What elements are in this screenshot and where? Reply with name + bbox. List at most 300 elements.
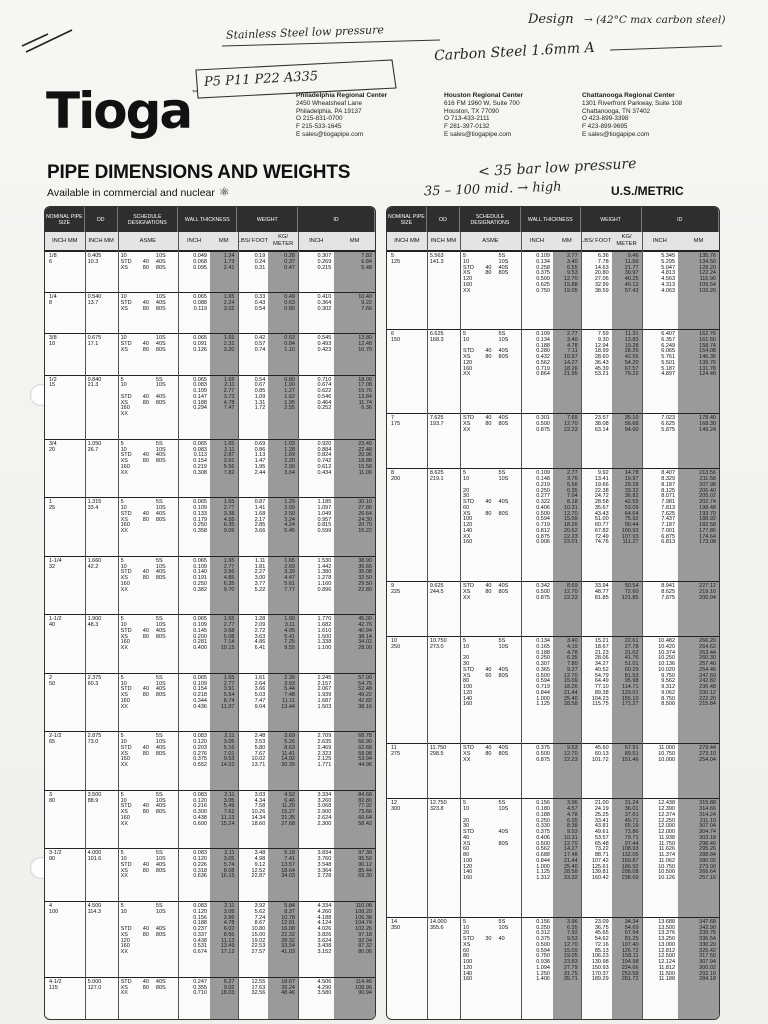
- cell-idm: 342.90: [699, 924, 716, 931]
- cell-s3: 80S: [155, 692, 166, 699]
- table-subheader: [387, 232, 719, 251]
- cell-s1: 5: [120, 557, 124, 564]
- cell-wm: 3.91: [223, 686, 235, 693]
- cell-s1: STD: [120, 452, 132, 459]
- cell-s1: 10: [463, 476, 470, 483]
- cell-s1: 120: [463, 964, 473, 971]
- cell-s2: [485, 876, 496, 882]
- cell-idi: 4.124: [317, 920, 332, 927]
- cell-wi: 0.083: [193, 850, 207, 857]
- cell-kg: 15.27: [281, 809, 295, 816]
- cell-idi: 1.100: [317, 645, 332, 652]
- cell-wm: 2.11: [224, 733, 235, 740]
- cell-idm: 168.30: [699, 420, 716, 427]
- cell-wi: 0.875: [536, 426, 550, 433]
- cell-wi: 0.438: [193, 814, 207, 821]
- cell-s1: 30: [463, 823, 470, 830]
- cell-lbs: 1.31: [254, 399, 266, 406]
- col-s2: [484, 252, 496, 330]
- cell-lbs: 14.34: [251, 814, 266, 821]
- cell-lbs: 77.10: [594, 684, 609, 691]
- col-od: [427, 414, 460, 469]
- col-wm: [553, 252, 581, 330]
- cell-idi: 2.728: [317, 873, 332, 880]
- cell-nps: 20: [49, 446, 56, 453]
- cell-idm: 109.54: [699, 281, 716, 288]
- cell-s1: 80: [463, 953, 470, 960]
- cell-s1: 30: [463, 661, 470, 668]
- cell-idi: 11.750: [658, 840, 676, 847]
- subheader-inch_mm: INCH MM: [88, 237, 114, 244]
- cell-idi: 6.625: [661, 420, 676, 427]
- col-idi: [298, 791, 334, 849]
- cell-s1: 100: [463, 959, 473, 966]
- col-s2: [484, 414, 496, 469]
- col-wi: [178, 674, 210, 732]
- cell-lbs: 150.93: [591, 964, 609, 971]
- cell-idi: 4.290: [317, 984, 332, 991]
- cell-wm: 31.75: [563, 970, 578, 977]
- cell-idi: 1.771: [317, 762, 332, 769]
- cell-wi: 0.500: [536, 276, 550, 282]
- cell-s2: 40: [142, 258, 149, 265]
- cell-idm: 44.96: [358, 762, 372, 769]
- col-od: [427, 469, 460, 582]
- cell-s2: 40: [142, 510, 149, 517]
- cell-s2: 40: [142, 861, 149, 868]
- cell-idm: 303.18: [699, 834, 716, 841]
- cell-wm: 3.40: [566, 336, 578, 343]
- cell-wm: 5.08: [223, 633, 235, 640]
- cell-kg: 72.60: [624, 588, 639, 595]
- pipe-size-group: [45, 614, 375, 673]
- cell-wm: 3.68: [223, 627, 235, 634]
- col-s1: [460, 582, 484, 637]
- cell-wi: 0.147: [193, 393, 207, 400]
- cell-wi: 0.500: [536, 941, 550, 948]
- cell-lbs: 14.63: [594, 264, 609, 271]
- cell-s3: 10S: [155, 335, 166, 342]
- cell-idm: 6.84: [361, 258, 372, 265]
- cell-wm: 9.09: [223, 528, 235, 535]
- col-lbs: [238, 293, 269, 334]
- cell-wi: 0.844: [536, 857, 550, 864]
- cell-od: 244.5: [429, 588, 444, 595]
- cell-wm: 15.24: [220, 820, 235, 827]
- cell-kg: 89.51: [624, 750, 639, 757]
- cell-idi: 7.001: [661, 527, 676, 534]
- cell-kg: 13.44: [281, 703, 295, 710]
- pipe-size-group: [45, 251, 375, 293]
- cell-s3: 80S: [498, 354, 509, 361]
- cell-s3: 80S: [155, 931, 166, 938]
- col-lbs: [238, 732, 269, 790]
- cell-s1: 160: [463, 281, 473, 288]
- cell-idm: 66.90: [358, 739, 372, 746]
- cell-od: 0.540: [87, 294, 102, 301]
- cell-wi: 1.406: [536, 976, 550, 983]
- col-od: [85, 376, 118, 440]
- subheader-mm: MM: [349, 237, 360, 244]
- cell-wm: 2.41: [223, 264, 235, 271]
- cell-lbs: 81.85: [594, 594, 609, 601]
- cell-wm: 14.27: [563, 359, 578, 366]
- cell-lbs: 5.22: [254, 586, 266, 593]
- cell-lbs: 115.75: [592, 701, 609, 708]
- cell-kg: 1.10: [284, 346, 295, 353]
- cell-s3: 5S: [155, 733, 163, 740]
- cell-lbs: 189.29: [591, 976, 609, 983]
- cell-kg: 20.39: [281, 762, 295, 769]
- cell-s3: 80S: [155, 750, 166, 757]
- cell-wm: 11.07: [221, 703, 235, 710]
- cell-wi: 0.938: [536, 959, 550, 966]
- cell-kg: 208.08: [621, 869, 639, 876]
- cell-s1: STD: [120, 341, 132, 348]
- cell-idm: 82.80: [358, 797, 372, 804]
- cell-wi: 0.365: [536, 666, 550, 673]
- cell-kg: 67.57: [624, 365, 639, 372]
- cell-idi: 0.252: [317, 405, 332, 412]
- cell-s3: 10S: [155, 563, 166, 570]
- pipe-size-group: [387, 468, 719, 582]
- cell-s1: 5: [120, 674, 124, 681]
- cell-s1: STD: [463, 745, 475, 752]
- cell-lbs: 0.57: [254, 341, 266, 348]
- cell-s1: XS: [120, 346, 128, 353]
- col-wm: [553, 744, 581, 799]
- cell-wm: 5.56: [566, 481, 578, 488]
- cell-lbs: 21.00: [594, 800, 609, 807]
- cell-s3: 80S: [155, 516, 166, 523]
- cell-idm: 264.62: [699, 643, 716, 650]
- cell-wi: 0.500: [536, 750, 550, 757]
- cell-wi: 0.200: [193, 633, 207, 640]
- cell-idi: 6.813: [661, 539, 676, 546]
- cell-idm: 222.20: [699, 695, 716, 702]
- column-rule: [238, 232, 239, 1019]
- cell-lbs: 88.71: [594, 852, 609, 859]
- col-kg: [268, 334, 298, 375]
- cell-kg: 253.58: [621, 970, 639, 977]
- cell-kg: 0.47: [284, 264, 295, 271]
- col-wm: [210, 849, 238, 902]
- cell-wi: 0.258: [536, 264, 550, 271]
- cell-s2: [143, 588, 154, 594]
- cell-idi: 7.023: [661, 415, 676, 422]
- cell-idi: [298, 412, 331, 418]
- cell-idi: 12.812: [658, 947, 676, 954]
- cell-lbs: 0.19: [254, 253, 266, 259]
- cell-wm: 14.27: [563, 846, 578, 853]
- cell-wm: 18.26: [563, 365, 578, 372]
- cell-s2: [143, 874, 154, 880]
- cell-s1: 5: [120, 499, 124, 506]
- cell-wm: 2.11: [224, 446, 235, 453]
- cell-nps: 275: [391, 750, 401, 757]
- cell-idm: 85.44: [358, 867, 372, 874]
- cell-idm: 28.00: [358, 645, 372, 652]
- cell-lbs: 28.58: [594, 499, 609, 506]
- cell-idm: 139.76: [699, 359, 716, 366]
- cell-wi: 0.237: [193, 926, 207, 933]
- cell-nps: 350: [391, 924, 401, 931]
- cell-s1: 80: [463, 678, 470, 685]
- cell-wm: 3.76: [566, 476, 578, 483]
- table-subheader: [45, 232, 375, 251]
- cell-wi: 0.594: [536, 516, 550, 523]
- cell-idm: 15.58: [358, 463, 372, 470]
- cell-s1: STD: [463, 348, 475, 355]
- cell-wm: 7.65: [566, 415, 578, 422]
- cell-s1: STD: [120, 861, 132, 868]
- cell-lbs: 3.63: [254, 633, 266, 640]
- pipe-size-group: [45, 375, 375, 440]
- note-steel-grades: P5 P11 P22 A335: [203, 69, 319, 90]
- cell-wi: 0.844: [536, 689, 550, 696]
- cell-wi: 0.594: [536, 678, 550, 685]
- cell-lbs: 10.26: [251, 809, 266, 816]
- cell-wm: 6.35: [566, 487, 578, 494]
- cell-wm: 12.70: [563, 840, 578, 847]
- cell-s1: STD: [120, 978, 132, 985]
- cell-s2: 40: [485, 348, 492, 355]
- cell-lbs: 1.68: [254, 510, 266, 517]
- col-idm: [334, 902, 375, 978]
- cell-s1: XS: [120, 750, 128, 757]
- cell-kg: 7.25: [284, 639, 295, 646]
- cell-wi: 0.318: [193, 867, 207, 874]
- cell-wi: 0.600: [193, 820, 207, 827]
- cell-idm: 92.04: [358, 937, 372, 944]
- cell-kg: 79.71: [624, 834, 639, 841]
- cell-wm: 9.53: [566, 829, 578, 836]
- cell-idm: 134.50: [699, 258, 716, 265]
- cell-wi: 0.375: [536, 745, 550, 752]
- cell-idi: 8.500: [661, 701, 676, 708]
- col-s3: [497, 799, 521, 917]
- cell-lbs: 9.12: [254, 861, 266, 868]
- col-od: [85, 615, 118, 673]
- cell-kg: 60.29: [624, 666, 639, 673]
- cell-idi: 11.000: [658, 745, 676, 752]
- cell-kg: 31.24: [624, 800, 639, 807]
- cell-wm: 12.70: [563, 941, 578, 948]
- cell-s1: XS: [120, 516, 128, 523]
- cell-wi: 0.065: [193, 294, 207, 301]
- cell-kg: 1.95: [284, 399, 295, 406]
- cell-idm: 23.40: [358, 440, 372, 447]
- cell-wi: [178, 412, 207, 418]
- cell-wi: 0.165: [536, 643, 550, 650]
- cell-wm: 12.70: [563, 750, 578, 757]
- cell-kg: 5.26: [284, 739, 295, 746]
- cell-od: 4.500: [87, 903, 102, 910]
- cell-idm: 12.48: [358, 341, 372, 348]
- cell-wm: 14.02: [220, 762, 235, 769]
- col-s3: [154, 615, 178, 673]
- cell-wm: 2.77: [223, 505, 235, 512]
- cell-lbs: 0.85: [254, 388, 266, 395]
- cell-idi: 6.357: [661, 336, 676, 343]
- cell-kg: 1.27: [284, 388, 295, 395]
- cell-idi: 7.875: [661, 594, 676, 601]
- cell-idm: 263.44: [699, 649, 716, 656]
- col-kg: [612, 582, 642, 637]
- col-idm: [678, 799, 719, 917]
- cell-wi: 0.109: [536, 470, 550, 477]
- office-line: Philadelphia, PA 19137: [296, 107, 362, 115]
- cell-s3: 5S: [155, 616, 163, 623]
- cell-s2: [143, 646, 154, 652]
- cell-s1: 160: [120, 580, 130, 587]
- cell-nps: 100: [49, 908, 59, 915]
- cell-lbs: 3.66: [254, 528, 266, 535]
- cell-lbs: 5.80: [254, 744, 266, 751]
- cell-wi: 0.088: [193, 299, 207, 306]
- cell-kg: 1.29: [284, 499, 295, 506]
- cell-s3: 80S: [155, 984, 166, 991]
- cell-idm: 57.00: [358, 674, 372, 681]
- cell-wi: 0.432: [536, 354, 550, 361]
- cell-kg: 34.34: [624, 918, 639, 925]
- cell-kg: 0.63: [284, 335, 295, 342]
- cell-lbs: 15.21: [594, 638, 609, 645]
- cell-idi: 1.380: [317, 569, 332, 576]
- cell-s1: XS: [463, 588, 471, 595]
- cell-s2: 80: [142, 458, 149, 465]
- subheader-inch_mm: INCH MM: [52, 237, 78, 244]
- col-s1: [460, 637, 484, 744]
- cell-wm: 8.18: [566, 499, 578, 506]
- cell-wm: 7.14: [223, 639, 235, 646]
- subheader-inch: INCH: [652, 237, 667, 244]
- cell-idi: 5.047: [661, 264, 676, 271]
- col-kg: [268, 440, 298, 498]
- col-s2: [484, 330, 496, 414]
- cell-wi: 0.674: [193, 949, 207, 956]
- cell-s3: 5S: [498, 800, 506, 807]
- cell-s3: 40S: [155, 926, 166, 933]
- col-od: [427, 799, 460, 917]
- cell-kg: 5.61: [284, 580, 295, 587]
- cell-kg: 28.26: [624, 348, 639, 355]
- cell-s3: 40S: [155, 686, 166, 693]
- cell-wm: 2.77: [566, 331, 578, 338]
- office-line: E sales@tiogapipe.com: [444, 130, 512, 138]
- cell-kg: 27.68: [281, 820, 295, 827]
- cell-lbs: 1.09: [254, 393, 266, 400]
- cell-od: 1.050: [87, 440, 102, 447]
- cell-kg: 28.32: [281, 937, 295, 944]
- col-od: [85, 849, 118, 902]
- cell-od: 60.3: [87, 680, 99, 687]
- cell-wi: 0.156: [193, 914, 207, 921]
- col-s3: [154, 978, 178, 1019]
- cell-od: 6.625: [429, 331, 444, 338]
- cell-s3: 10S: [155, 294, 166, 301]
- col-s3: [497, 637, 521, 744]
- col-idi: [298, 376, 334, 440]
- col-idi: [642, 918, 679, 1019]
- cell-idm: 114.46: [355, 978, 372, 985]
- cell-wm: 11.13: [221, 937, 235, 944]
- cell-idi: 0.493: [317, 341, 332, 348]
- col-od: [427, 744, 460, 799]
- cell-s3: 40S: [155, 258, 166, 265]
- cell-wm: 7.92: [566, 930, 578, 937]
- cell-wi: 0.083: [193, 791, 207, 798]
- col-s1: [460, 744, 484, 799]
- cell-lbs: 9.30: [597, 336, 609, 343]
- cell-kg: 11.41: [281, 750, 295, 757]
- cell-s1: XS: [463, 420, 471, 427]
- cell-lbs: 60.13: [594, 750, 609, 757]
- cell-kg: 8.63: [284, 744, 295, 751]
- cell-lbs: 20.80: [594, 270, 609, 277]
- cell-wm: 3.40: [566, 258, 578, 265]
- col-kg: [268, 615, 298, 673]
- cell-wm: 7.62: [223, 809, 235, 816]
- cell-s1: XS: [120, 867, 128, 874]
- cell-kg: 67.91: [624, 745, 639, 752]
- cell-s1: 5: [463, 253, 467, 259]
- cell-lbs: 85.13: [594, 947, 609, 954]
- cell-idi: 3.834: [317, 850, 332, 857]
- col-wi: [521, 637, 553, 744]
- cell-kg: 11.56: [625, 258, 639, 265]
- office-line: O 215-831-0700: [296, 115, 343, 123]
- cell-lbs: 1.72: [254, 405, 266, 412]
- cell-idi: 12.000: [658, 829, 676, 836]
- cell-od: 127.0: [87, 984, 102, 991]
- cell-idm: 102.26: [355, 926, 372, 933]
- col-wi: [178, 902, 210, 978]
- cell-lbs: 24.72: [594, 493, 609, 500]
- cell-lbs: 0.42: [254, 335, 266, 342]
- cell-lbs: 72.16: [594, 941, 609, 948]
- cell-lbs: [238, 412, 266, 418]
- cell-wi: 0.330: [536, 823, 550, 830]
- cell-s2: 80: [142, 750, 149, 757]
- cell-s1: XX: [120, 949, 128, 956]
- cell-wi: 1.312: [536, 875, 550, 882]
- cell-s2: 40: [485, 415, 492, 422]
- cell-lbs: 12.94: [594, 342, 609, 349]
- cell-s1: 160: [463, 875, 473, 882]
- cell-wi: 0.065: [193, 674, 207, 681]
- cell-kg: 3.11: [284, 622, 295, 629]
- col-idm: [334, 293, 375, 334]
- header-wall: WALL THICKNESS: [521, 207, 581, 232]
- cell-idi: 3.068: [317, 803, 332, 810]
- cell-wi: 0.719: [536, 684, 550, 691]
- cell-kg: 172.27: [621, 701, 639, 708]
- cell-s1: 100: [463, 516, 473, 523]
- cell-wm: 2.77: [223, 622, 235, 629]
- cell-kg: 2.09: [284, 505, 295, 512]
- col-idi: [642, 414, 679, 469]
- cell-wm: 2.24: [223, 299, 235, 306]
- col-s2: [484, 799, 496, 917]
- col-od: [85, 252, 118, 293]
- cell-idm: 236.48: [699, 684, 716, 691]
- cell-lbs: 1.28: [254, 616, 266, 623]
- note-pressure-range: 35 – 100 mid. → high: [423, 179, 562, 200]
- col-kg: [268, 902, 298, 978]
- cell-wm: 25.40: [563, 863, 578, 870]
- cell-s1: XX: [120, 762, 128, 769]
